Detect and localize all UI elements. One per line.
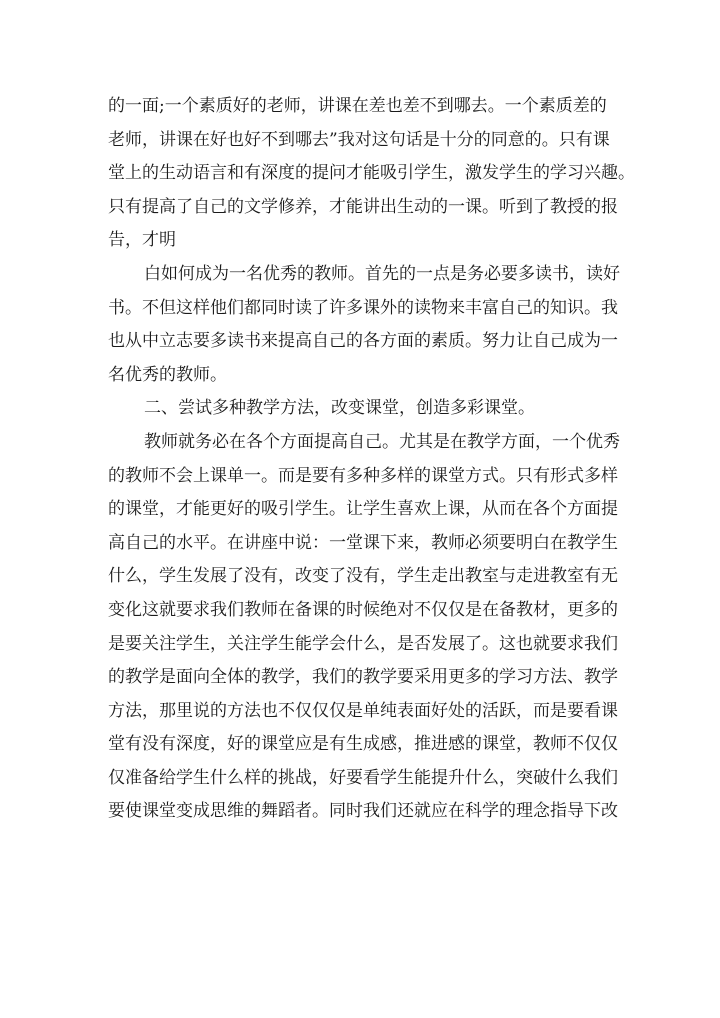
text-line: 要使课堂变成思维的舞蹈者。同时我们还就应在科学的理念指导下改 <box>108 801 618 822</box>
text-line: 是要关注学生，关注学生能学会什么，是否发展了。这也就要求我们 <box>108 633 618 654</box>
text-line: 方法，那里说的方法也不仅仅仅是单纯表面好处的活跃，而是要看课 <box>108 700 618 721</box>
text-line: 告，才明 <box>108 230 176 251</box>
text-line: 堂上的生动语言和有深度的提问才能吸引学生，激发学生的学习兴趣。 <box>108 163 635 184</box>
text-line: 的课堂，才能更好的吸引学生。让学生喜欢上课，从而在各个方面提 <box>108 499 618 520</box>
body-text <box>108 90 635 829</box>
text-line: 仅准备给学生什么样的挑战，好要看学生能提升什么，突破什么我们 <box>108 767 618 788</box>
text-line: 的教师不会上课单一。而是要有多种多样的课堂方式。只有形式多样 <box>108 465 618 486</box>
text-line: 书。不但这样他们都同时读了许多课外的读物来丰富自己的知识。我 <box>108 297 618 318</box>
text-line: 老师，讲课在好也好不到哪去”我对这句话是十分的同意的。只有课 <box>108 129 610 150</box>
text-line: 高自己的水平。在讲座中说：一堂课下来，教师必须要明白在教学生 <box>108 532 618 553</box>
text-line: 的一面;一个素质好的老师，讲课在差也差不到哪去。一个素质差的 <box>108 96 607 116</box>
text-line: 也从中立志要多读书来提高自己的各方面的素质。努力让自己成为一 <box>108 331 618 352</box>
text-line: 什么，学生发展了没有，改变了没有，学生走出教室与走进教室有无 <box>108 566 618 587</box>
paragraph-start-line: 白如何成为一名优秀的教师。首先的一点是务必要多读书，读好 <box>144 263 620 284</box>
text-line: 的教学是面向全体的教学，我们的教学要采用更多的学习方法、教学 <box>108 667 618 688</box>
text-line: 堂有没有深度，好的课堂应是有生成感，推进感的课堂，教师不仅仅 <box>108 734 618 755</box>
text-line: 只有提高了自己的文学修养，才能讲出生动的一课。听到了教授的报 <box>108 196 618 217</box>
text-line: 变化这就要求我们教师在备课的时候绝对不仅仅是在备教材，更多的 <box>108 599 618 620</box>
text-line: 名优秀的教师。 <box>108 364 227 385</box>
paragraph-start-line: 教师就务必在各个方面提高自己。尤其是在教学方面，一个优秀 <box>144 431 620 452</box>
section-heading: 二、尝试多种教学方法，改变课堂，创造多彩课堂。 <box>144 398 535 419</box>
